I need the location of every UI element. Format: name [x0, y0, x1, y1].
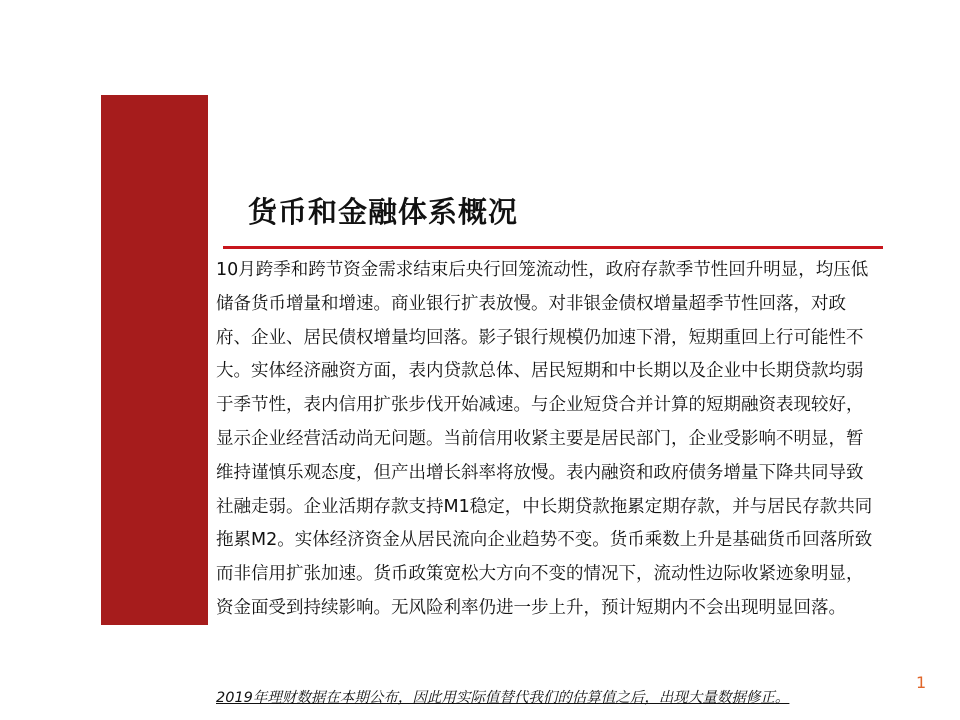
- body-line: 社融走弱。企业活期存款支持M1稳定，中长期贷款拖累定期存款，并与居民存款共同: [216, 496, 873, 517]
- body-line: 府、企业、居民债权增量均回落。影子银行规模仍加速下滑，短期重回上行可能性不: [216, 327, 864, 348]
- body-line: 维持谨慎乐观态度，但产出增长斜率将放慢。表内融资和政府债务增量下降共同导致: [216, 462, 864, 483]
- footnote: 2019年理财数据在本期公布，因此用实际值替代我们的估算值之后，出现大量数据修正。: [216, 690, 790, 706]
- body-line: 而非信用扩张加速。货币政策宽松大方向不变的情况下，流动性边际收紧迹象明显，: [216, 564, 864, 585]
- accent-bar: [101, 95, 208, 625]
- body-line: 拖累M2。实体经济资金从居民流向企业趋势不变。货币乘数上升是基础货币回落所致: [216, 530, 873, 551]
- body-line: 10月跨季和跨节资金需求结束后央行回笼流动性，政府存款季节性回升明显，均压低: [216, 260, 869, 280]
- page-number: 1: [916, 673, 927, 692]
- title-underline: [223, 246, 883, 249]
- slide-title: 货币和金融体系概况: [248, 195, 519, 229]
- body-line: 于季节性，表内信用扩张步伐开始减速。与企业短贷合并计算的短期融资表现较好，: [216, 395, 864, 416]
- body-line: 大。实体经济融资方面，表内贷款总体、居民短期和中长期以及企业中长期贷款均弱: [216, 361, 864, 382]
- body-line: 储备货币增量和增速。商业银行扩表放慢。对非银金债权增量超季节性回落，对政: [216, 293, 846, 314]
- body-line: 资金面受到持续影响。无风险利率仍进一步上升，预计短期内不会出现明显回落。: [216, 597, 846, 618]
- body-paragraph: [216, 254, 926, 626]
- body-line: 显示企业经营活动尚无问题。当前信用收紧主要是居民部门，企业受影响不明显，暂: [216, 428, 864, 449]
